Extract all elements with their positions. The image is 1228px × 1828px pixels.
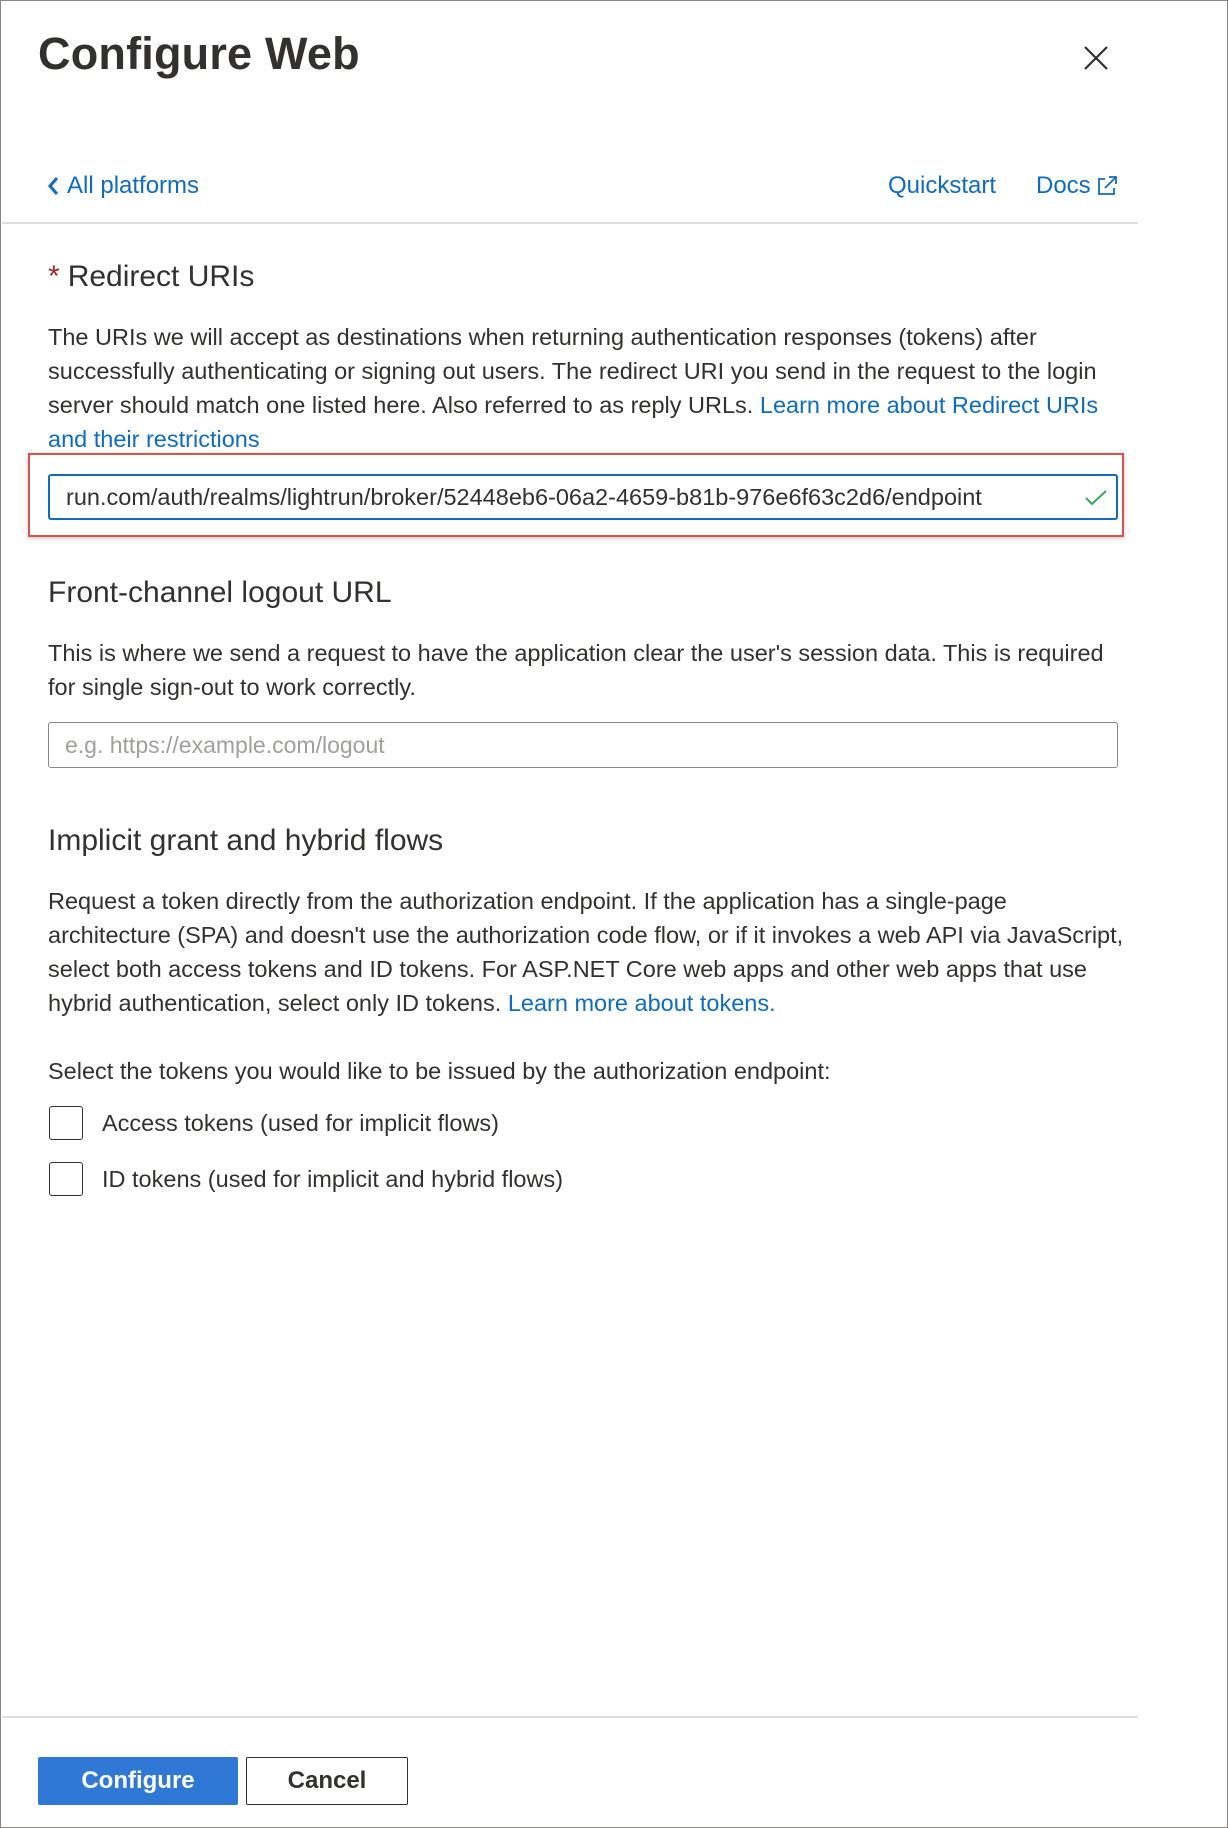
id-tokens-option[interactable]	[49, 1162, 563, 1196]
all-platforms-label: All platforms	[67, 172, 200, 199]
implicit-grant-description-text: Request a token directly from the authorization endpoint. If the application has a single-page architecture (SPA) and doesn't use the authorization code flow, or if it invokes a web API via JavaScript, select both access tokens and ID tokens. For ASP.NET Core web apps and other web apps that use hybrid authentication, select only ID tokens.	[48, 888, 1124, 1016]
redirect-uri-input[interactable]	[66, 476, 1066, 518]
tokens-learn-more-link[interactable]: Learn more about tokens.	[507, 990, 776, 1016]
page-title: Configure Web	[38, 28, 360, 79]
redirect-uris-title: Redirect URIs	[67, 260, 255, 293]
access-tokens-label: Access tokens (used for implicit flows)	[102, 1109, 500, 1136]
footer-divider	[2, 1716, 1138, 1718]
id-tokens-label: ID tokens (used for implicit and hybrid flows)	[102, 1165, 564, 1192]
access-tokens-checkbox[interactable]	[49, 1106, 83, 1140]
token-select-prompt: Select the tokens you would like to be issued by the authorization endpoint:	[48, 1058, 831, 1084]
cancel-button[interactable]: Cancel	[246, 1757, 408, 1805]
access-tokens-option[interactable]	[49, 1106, 499, 1140]
configure-button[interactable]: Configure	[38, 1757, 238, 1805]
id-tokens-checkbox[interactable]	[49, 1162, 83, 1196]
configure-web-panel	[2, 2, 1138, 1826]
redirect-uris-description-text: The URIs we will accept as destinations when returning authentication responses (tokens) after successfully authenticating or signing out users. The redirect URI you send in the request to the login server should match one listed here. Also referred to as reply URLs.	[48, 324, 1097, 418]
close-icon	[1076, 38, 1116, 78]
logout-url-description: This is where we send a request to have the application clear the user's session data. This is required for single sign-out to work correctly.	[48, 640, 1104, 700]
implicit-grant-description	[48, 884, 1128, 1020]
logout-url-input[interactable]	[48, 722, 1118, 768]
redirect-uris-learn-more-link[interactable]: Learn more about Redirect URIs and their restrictions	[48, 392, 1099, 452]
redirect-uris-heading	[48, 260, 254, 294]
quickstart-link[interactable]: Quickstart	[888, 172, 997, 199]
checkmark-icon	[1084, 488, 1108, 508]
all-platforms-link[interactable]	[47, 172, 199, 200]
navigation-bar	[2, 162, 1138, 224]
external-link-icon	[1094, 173, 1120, 199]
implicit-grant-heading: Implicit grant and hybrid flows	[48, 824, 444, 857]
redirect-uri-field	[48, 474, 1118, 520]
chevron-left-icon	[47, 176, 59, 196]
docs-label: Docs	[1036, 172, 1091, 199]
required-marker: *	[48, 260, 60, 293]
close-button[interactable]	[1076, 38, 1116, 78]
redirect-uris-description	[48, 320, 1128, 456]
logout-url-heading: Front-channel logout URL	[48, 576, 392, 609]
docs-link[interactable]	[1036, 172, 1120, 200]
